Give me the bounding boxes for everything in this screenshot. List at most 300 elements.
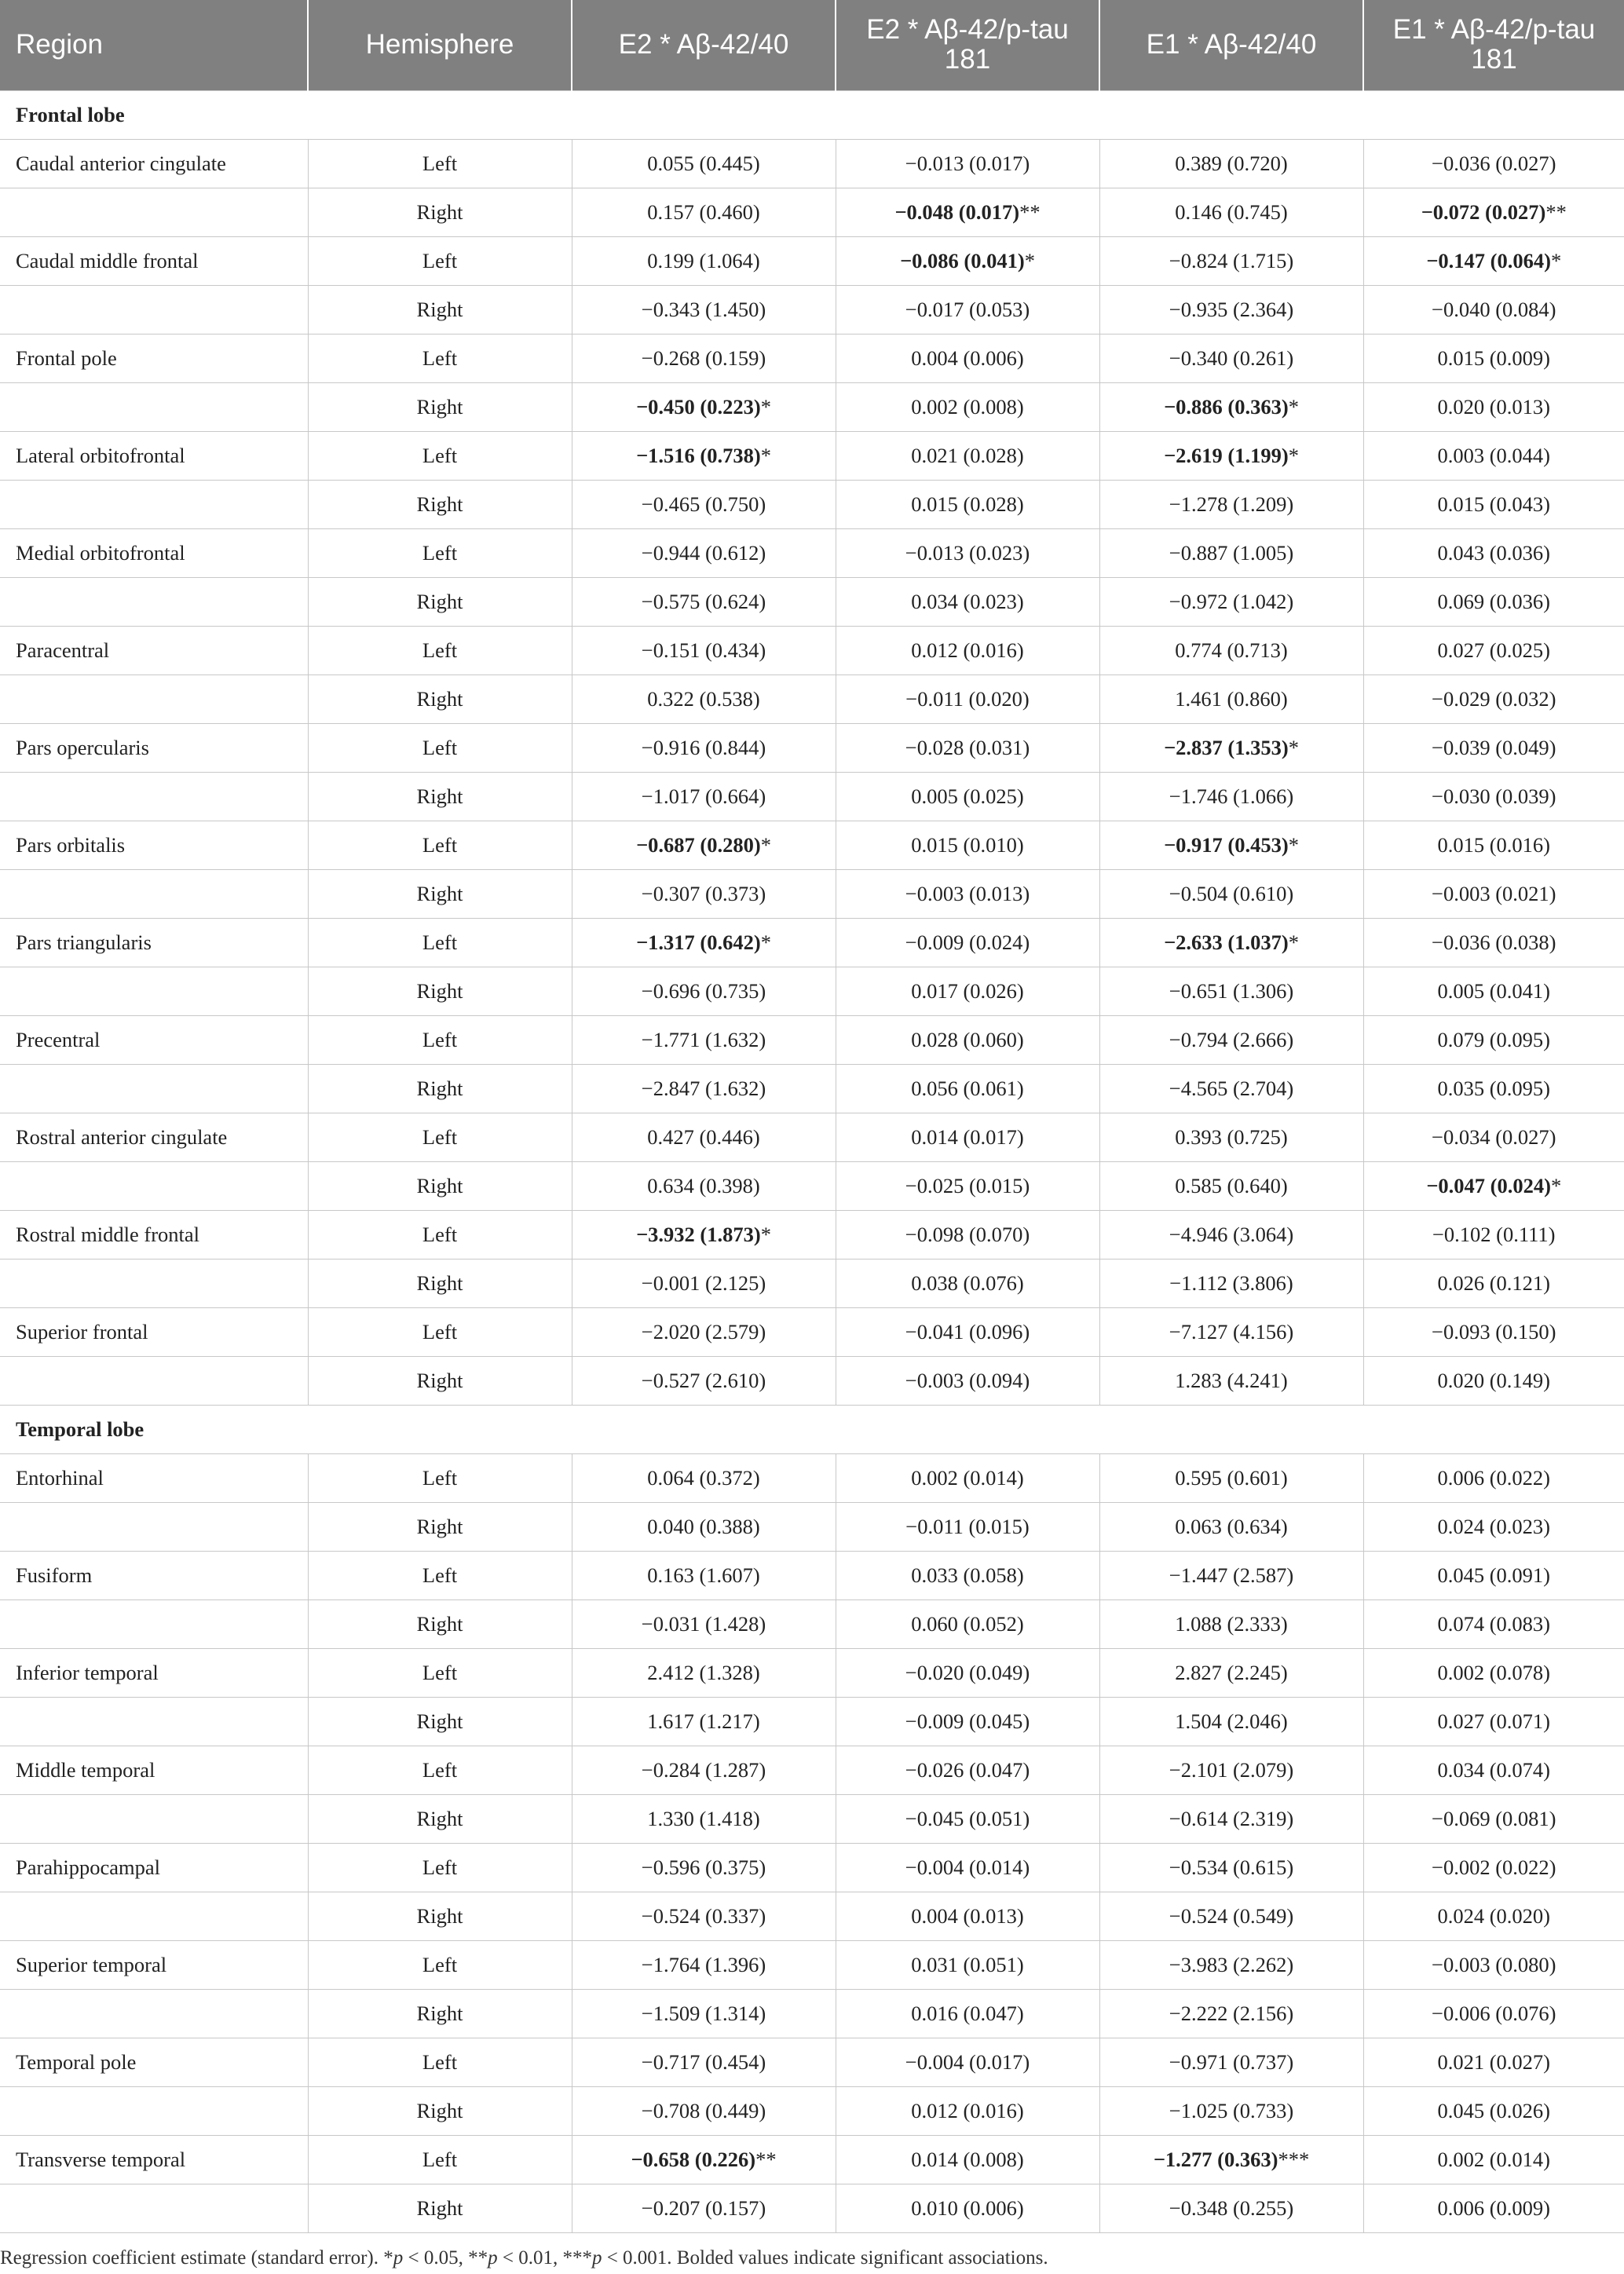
estimate-cell [1363, 1599, 1624, 1648]
estimate-value: −2.847 (1.632) [641, 1076, 766, 1100]
estimate-cell [1363, 1794, 1624, 1843]
estimate-value: 0.006 (0.009) [1437, 2195, 1551, 2220]
region-cell [0, 1259, 308, 1307]
estimate-value: −0.824 (1.715) [1169, 248, 1294, 272]
estimate-cell [1099, 188, 1363, 236]
region-cell [0, 382, 308, 431]
estimate-cell [572, 869, 836, 918]
estimate-value: 0.003 (0.044) [1437, 443, 1551, 467]
significance-marker: * [1550, 1173, 1562, 1197]
estimate-value: −0.045 (0.051) [905, 1806, 1030, 1830]
estimate-cell [572, 2038, 836, 2086]
table-row [0, 1843, 1624, 1892]
region-cell: Parahippocampal [0, 1843, 308, 1892]
estimate-value: −0.340 (0.261) [1169, 345, 1294, 370]
hemisphere-cell: Left [308, 918, 572, 967]
estimate-value: 0.056 (0.061) [911, 1076, 1024, 1100]
estimate-cell [836, 626, 1099, 675]
estimate-value: −0.348 (0.255) [1169, 2195, 1294, 2220]
estimate-cell [572, 1161, 836, 1210]
estimate-value: −1.746 (1.066) [1169, 784, 1294, 808]
region-cell [0, 480, 308, 528]
estimate-cell [836, 869, 1099, 918]
estimate-value: −1.278 (1.209) [1169, 492, 1294, 516]
hemisphere-cell: Right [308, 675, 572, 723]
hemisphere-cell: Left [308, 431, 572, 480]
estimate-value: −0.307 (0.373) [641, 881, 766, 905]
significance-marker: * [1550, 248, 1562, 272]
estimate-value: −0.794 (2.666) [1169, 1027, 1294, 1051]
hemisphere-cell: Left [308, 236, 572, 285]
estimate-value: 0.157 (0.460) [647, 199, 760, 224]
estimate-value: 0.015 (0.028) [911, 492, 1024, 516]
table-row [0, 626, 1624, 675]
estimate-value: −3.932 (1.873) [636, 1222, 761, 1246]
estimate-cell [1099, 1551, 1363, 1599]
estimate-cell [572, 1843, 836, 1892]
estimate-value: −0.524 (0.337) [641, 1903, 766, 1928]
estimate-cell [1363, 1697, 1624, 1746]
estimate-value: −0.093 (0.150) [1432, 1319, 1556, 1344]
estimate-value: 2.827 (2.245) [1175, 1660, 1288, 1684]
estimate-cell [836, 1940, 1099, 1989]
estimate-value: −1.017 (0.664) [641, 784, 766, 808]
estimate-cell [836, 1113, 1099, 1161]
estimate-value: −0.534 (0.615) [1169, 1855, 1294, 1879]
significance-marker: ** [1545, 199, 1567, 224]
estimate-cell [1363, 821, 1624, 869]
estimate-value: 1.461 (0.860) [1175, 686, 1288, 711]
region-cell [0, 285, 308, 334]
table-row [0, 1356, 1624, 1405]
estimate-value: 0.002 (0.014) [911, 1465, 1024, 1490]
estimate-cell [572, 1015, 836, 1064]
hemisphere-cell: Left [308, 723, 572, 772]
estimate-cell [1363, 285, 1624, 334]
estimate-cell [572, 334, 836, 382]
estimate-cell [836, 188, 1099, 236]
estimate-cell [1363, 139, 1624, 188]
estimate-value: −0.917 (0.453) [1164, 832, 1289, 857]
hemisphere-cell: Right [308, 869, 572, 918]
estimate-cell [1099, 382, 1363, 431]
estimate-value: 0.045 (0.091) [1437, 1563, 1551, 1587]
estimate-cell [836, 1892, 1099, 1940]
estimate-value: −0.041 (0.096) [905, 1319, 1030, 1344]
estimate-value: −0.450 (0.223) [636, 394, 761, 419]
section-header-row [0, 90, 1624, 139]
estimate-cell [1363, 1940, 1624, 1989]
region-cell [0, 1697, 308, 1746]
hemisphere-cell: Left [308, 1940, 572, 1989]
estimate-value: −0.006 (0.076) [1432, 2001, 1556, 2025]
estimate-cell [1099, 1015, 1363, 1064]
estimate-cell [1099, 1940, 1363, 1989]
estimate-cell [836, 1843, 1099, 1892]
estimate-value: −0.284 (1.287) [641, 1757, 766, 1782]
estimate-value: −0.034 (0.027) [1432, 1124, 1556, 1149]
estimate-value: −0.030 (0.039) [1432, 784, 1556, 808]
estimate-value: −2.020 (2.579) [641, 1319, 766, 1344]
estimate-cell [572, 918, 836, 967]
estimate-value: −0.086 (0.041) [900, 248, 1025, 272]
estimate-value: 0.064 (0.372) [647, 1465, 760, 1490]
estimate-cell [1099, 723, 1363, 772]
table-row [0, 139, 1624, 188]
significance-marker: * [1288, 443, 1299, 467]
significance-marker: ** [1019, 199, 1041, 224]
hemisphere-cell: Right [308, 285, 572, 334]
estimate-cell [1099, 480, 1363, 528]
estimate-value: −1.025 (0.733) [1169, 2098, 1294, 2122]
estimate-value: −0.971 (0.737) [1169, 2049, 1294, 2074]
hemisphere-cell: Right [308, 577, 572, 626]
estimate-cell [1363, 1259, 1624, 1307]
region-cell [0, 967, 308, 1015]
estimate-value: 0.033 (0.058) [911, 1563, 1024, 1587]
estimate-value: −0.658 (0.226) [631, 2147, 756, 2171]
estimate-value: 0.069 (0.036) [1437, 589, 1551, 613]
estimate-cell [1363, 2184, 1624, 2232]
estimate-cell [572, 382, 836, 431]
estimate-cell [1099, 675, 1363, 723]
table-row [0, 431, 1624, 480]
region-cell: Lateral orbitofrontal [0, 431, 308, 480]
region-cell: Pars opercularis [0, 723, 308, 772]
estimate-value: −0.004 (0.014) [905, 1855, 1030, 1879]
estimate-cell [836, 577, 1099, 626]
estimate-cell [1099, 1794, 1363, 1843]
estimate-value: 0.010 (0.006) [911, 2195, 1024, 2220]
hemisphere-cell: Right [308, 2184, 572, 2232]
estimate-value: 0.028 (0.060) [911, 1027, 1024, 1051]
estimate-cell [1099, 869, 1363, 918]
estimate-value: −0.028 (0.031) [905, 735, 1030, 759]
estimate-value: 0.005 (0.041) [1437, 978, 1551, 1003]
estimate-value: −0.207 (0.157) [641, 2195, 766, 2220]
table-row [0, 967, 1624, 1015]
estimate-value: 0.063 (0.634) [1175, 1514, 1288, 1538]
column-header-e2-ab42-ptau181: E2 * Aβ-42/p-tau 181 [836, 0, 1099, 90]
estimate-value: −1.447 (2.587) [1169, 1563, 1294, 1587]
estimate-cell [836, 2038, 1099, 2086]
estimate-value: 0.595 (0.601) [1175, 1465, 1288, 1490]
column-header-e1-ab42-40: E1 * Aβ-42/40 [1099, 0, 1363, 90]
estimate-cell [1099, 1210, 1363, 1259]
estimate-cell [572, 1453, 836, 1502]
estimate-value: −0.072 (0.027) [1421, 199, 1546, 224]
estimate-cell [836, 1259, 1099, 1307]
region-cell: Pars triangularis [0, 918, 308, 967]
estimate-value: 0.027 (0.025) [1437, 638, 1551, 662]
estimate-value: −0.031 (1.428) [641, 1611, 766, 1636]
hemisphere-cell: Left [308, 1307, 572, 1356]
estimate-value: −2.222 (2.156) [1169, 2001, 1294, 2025]
significance-marker: * [760, 443, 771, 467]
estimate-cell [572, 188, 836, 236]
section-title: Frontal lobe [0, 90, 1624, 139]
table-row [0, 1697, 1624, 1746]
hemisphere-cell: Left [308, 1453, 572, 1502]
table-row [0, 1015, 1624, 1064]
estimate-value: −0.102 (0.111) [1432, 1222, 1556, 1246]
estimate-cell [836, 139, 1099, 188]
hemisphere-cell: Right [308, 772, 572, 821]
estimate-cell [1363, 577, 1624, 626]
hemisphere-cell: Right [308, 1502, 572, 1551]
estimate-cell [1099, 626, 1363, 675]
estimate-value: 0.634 (0.398) [647, 1173, 760, 1197]
significance-marker: ** [755, 2147, 777, 2171]
estimate-cell [1363, 675, 1624, 723]
estimate-cell [572, 1551, 836, 1599]
estimate-value: 0.035 (0.095) [1437, 1076, 1551, 1100]
table-row [0, 334, 1624, 382]
table-row [0, 1746, 1624, 1794]
estimate-cell [1099, 2038, 1363, 2086]
estimate-cell [572, 1940, 836, 1989]
hemisphere-cell: Left [308, 1551, 572, 1599]
estimate-cell [572, 431, 836, 480]
table-row [0, 1210, 1624, 1259]
table-row [0, 285, 1624, 334]
region-cell: Frontal pole [0, 334, 308, 382]
hemisphere-cell: Right [308, 1356, 572, 1405]
estimate-value: 0.004 (0.013) [911, 1903, 1024, 1928]
estimate-value: −0.011 (0.020) [905, 686, 1030, 711]
estimate-value: 0.026 (0.121) [1437, 1270, 1551, 1295]
estimate-value: −0.026 (0.047) [905, 1757, 1030, 1782]
significance-marker: * [760, 930, 771, 954]
estimate-value: 0.060 (0.052) [911, 1611, 1024, 1636]
estimate-value: −0.047 (0.024) [1426, 1173, 1551, 1197]
estimate-value: −0.025 (0.015) [905, 1173, 1030, 1197]
estimate-value: −0.039 (0.049) [1432, 735, 1556, 759]
estimate-cell [572, 1502, 836, 1551]
estimate-cell [572, 1356, 836, 1405]
estimate-cell [572, 967, 836, 1015]
hemisphere-cell: Right [308, 1599, 572, 1648]
estimate-value: 0.002 (0.014) [1437, 2147, 1551, 2171]
estimate-cell [1363, 1551, 1624, 1599]
estimate-cell [1363, 1892, 1624, 1940]
region-cell: Superior frontal [0, 1307, 308, 1356]
estimate-cell [572, 1307, 836, 1356]
estimate-cell [836, 1989, 1099, 2038]
estimate-value: 0.146 (0.745) [1175, 199, 1288, 224]
estimate-cell [572, 772, 836, 821]
estimate-cell [1099, 2135, 1363, 2184]
estimate-cell [836, 1794, 1099, 1843]
estimate-cell [836, 1599, 1099, 1648]
estimate-value: −0.013 (0.017) [905, 151, 1030, 175]
estimate-value: 0.043 (0.036) [1437, 540, 1551, 565]
table-row [0, 480, 1624, 528]
estimate-cell [1363, 1502, 1624, 1551]
estimate-cell [572, 577, 836, 626]
estimate-cell [1363, 869, 1624, 918]
footnote-text: < 0.05, ** [403, 2247, 488, 2269]
region-cell [0, 1599, 308, 1648]
region-cell [0, 1502, 308, 1551]
estimate-cell [1363, 431, 1624, 480]
estimate-value: −0.596 (0.375) [641, 1855, 766, 1879]
estimate-value: −3.983 (2.262) [1169, 1952, 1294, 1976]
region-cell [0, 1356, 308, 1405]
estimate-cell [836, 2086, 1099, 2135]
estimate-value: 0.199 (1.064) [647, 248, 760, 272]
estimate-cell [572, 480, 836, 528]
estimate-cell [1099, 236, 1363, 285]
section-title: Temporal lobe [0, 1405, 1624, 1453]
estimate-value: −0.527 (2.610) [641, 1368, 766, 1392]
estimate-value: −1.771 (1.632) [641, 1027, 766, 1051]
table-row [0, 1259, 1624, 1307]
estimate-cell [1099, 1892, 1363, 1940]
estimate-value: −0.651 (1.306) [1169, 978, 1294, 1003]
hemisphere-cell: Left [308, 334, 572, 382]
table-row [0, 1307, 1624, 1356]
estimate-value: 1.504 (2.046) [1175, 1709, 1288, 1733]
estimate-cell [572, 139, 836, 188]
estimate-value: 0.020 (0.013) [1437, 394, 1551, 419]
estimate-value: 0.021 (0.028) [911, 443, 1024, 467]
estimate-value: 0.024 (0.020) [1437, 1903, 1551, 1928]
estimate-value: 0.014 (0.008) [911, 2147, 1024, 2171]
table-body [0, 90, 1624, 2232]
estimate-cell [1099, 139, 1363, 188]
estimate-value: −0.886 (0.363) [1164, 394, 1289, 419]
header-row [0, 0, 1624, 90]
estimate-value: −0.098 (0.070) [905, 1222, 1030, 1246]
estimate-cell [1099, 577, 1363, 626]
region-cell: Entorhinal [0, 1453, 308, 1502]
estimate-value: −0.944 (0.612) [641, 540, 766, 565]
estimate-value: −1.509 (1.314) [641, 2001, 766, 2025]
estimate-value: −0.504 (0.610) [1169, 881, 1294, 905]
region-cell: Precentral [0, 1015, 308, 1064]
estimate-cell [1099, 1259, 1363, 1307]
estimate-cell [572, 1113, 836, 1161]
estimate-value: −4.565 (2.704) [1169, 1076, 1294, 1100]
estimate-value: −0.011 (0.015) [905, 1514, 1030, 1538]
hemisphere-cell: Left [308, 1746, 572, 1794]
estimate-cell [1363, 1210, 1624, 1259]
estimate-cell [836, 772, 1099, 821]
estimate-cell [1363, 1161, 1624, 1210]
estimate-value: −0.614 (2.319) [1169, 1806, 1294, 1830]
estimate-cell [1363, 1453, 1624, 1502]
estimate-value: 0.004 (0.006) [911, 345, 1024, 370]
estimate-value: −0.020 (0.049) [905, 1660, 1030, 1684]
estimate-cell [1363, 2086, 1624, 2135]
estimate-cell [572, 2184, 836, 2232]
estimate-cell [836, 1502, 1099, 1551]
hemisphere-cell: Left [308, 821, 572, 869]
region-cell [0, 2086, 308, 2135]
estimate-cell [836, 431, 1099, 480]
estimate-value: −0.343 (1.450) [641, 297, 766, 321]
hemisphere-cell: Left [308, 1648, 572, 1697]
hemisphere-cell: Left [308, 1113, 572, 1161]
region-cell [0, 772, 308, 821]
estimate-value: −0.268 (0.159) [641, 345, 766, 370]
region-cell: Caudal anterior cingulate [0, 139, 308, 188]
hemisphere-cell: Left [308, 1015, 572, 1064]
region-cell [0, 1989, 308, 2038]
estimate-value: −0.017 (0.053) [905, 297, 1030, 321]
hemisphere-cell: Right [308, 1697, 572, 1746]
estimate-value: 0.012 (0.016) [911, 638, 1024, 662]
estimate-value: −0.465 (0.750) [641, 492, 766, 516]
estimate-cell [1363, 1648, 1624, 1697]
estimate-cell [1099, 1843, 1363, 1892]
estimate-cell [836, 723, 1099, 772]
region-cell [0, 188, 308, 236]
estimate-value: −0.040 (0.084) [1432, 297, 1556, 321]
estimate-cell [1099, 967, 1363, 1015]
estimate-cell [1363, 1989, 1624, 2038]
estimate-value: 0.015 (0.043) [1437, 492, 1551, 516]
region-cell [0, 1161, 308, 1210]
table-row [0, 1989, 1624, 2038]
estimate-cell [836, 1356, 1099, 1405]
estimate-cell [1363, 1064, 1624, 1113]
significance-marker: * [1288, 930, 1299, 954]
footnote-text: Regression coefficient estimate (standard error). * [0, 2247, 393, 2269]
estimate-cell [836, 821, 1099, 869]
estimate-cell [1099, 1161, 1363, 1210]
estimate-value: 0.040 (0.388) [647, 1514, 760, 1538]
hemisphere-cell: Left [308, 1843, 572, 1892]
table-row [0, 577, 1624, 626]
estimate-cell [1363, 528, 1624, 577]
estimate-value: −0.916 (0.844) [641, 735, 766, 759]
region-cell [0, 675, 308, 723]
estimate-value: −0.003 (0.094) [905, 1368, 1030, 1392]
estimate-value: 0.012 (0.016) [911, 2098, 1024, 2122]
region-cell: Rostral anterior cingulate [0, 1113, 308, 1161]
estimate-cell [572, 1599, 836, 1648]
estimate-value: 0.031 (0.051) [911, 1952, 1024, 1976]
estimate-cell [836, 1551, 1099, 1599]
estimate-value: 0.015 (0.010) [911, 832, 1024, 857]
estimate-value: −1.112 (3.806) [1169, 1270, 1293, 1295]
estimate-cell [836, 1015, 1099, 1064]
hemisphere-cell: Right [308, 188, 572, 236]
column-header-region: Region [0, 0, 308, 90]
table-row [0, 2038, 1624, 2086]
region-cell [0, 869, 308, 918]
estimate-value: 0.079 (0.095) [1437, 1027, 1551, 1051]
estimate-cell [572, 1648, 836, 1697]
estimate-cell [1363, 626, 1624, 675]
estimate-value: −0.151 (0.434) [641, 638, 766, 662]
estimate-value: −0.004 (0.017) [905, 2049, 1030, 2074]
estimate-cell [836, 1161, 1099, 1210]
hemisphere-cell: Left [308, 626, 572, 675]
estimate-cell [572, 723, 836, 772]
estimate-value: −0.003 (0.013) [905, 881, 1030, 905]
table-row [0, 2184, 1624, 2232]
region-cell: Temporal pole [0, 2038, 308, 2086]
estimate-cell [1363, 1746, 1624, 1794]
estimate-cell [1099, 285, 1363, 334]
estimate-cell [572, 528, 836, 577]
hemisphere-cell: Right [308, 1892, 572, 1940]
estimate-value: −7.127 (4.156) [1169, 1319, 1294, 1344]
estimate-cell [572, 1794, 836, 1843]
